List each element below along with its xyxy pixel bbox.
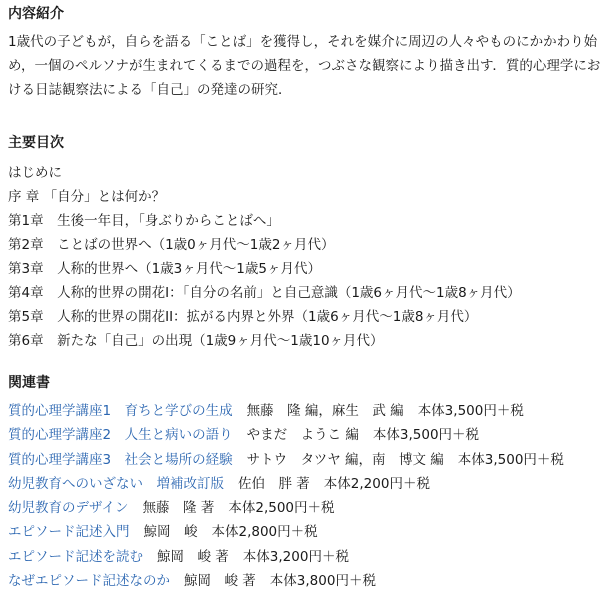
related-book-item <box>8 423 605 447</box>
book-title-link[interactable]: エピソード記述を読む <box>8 548 143 565</box>
toc-item: 第3章 人称的世界へ（1歳3ヶ月代～1歳5ヶ月代） <box>8 261 321 277</box>
book-title-link[interactable]: 質的心理学講座1 育ちと学びの生成 <box>8 403 233 419</box>
related-book-item <box>8 520 605 544</box>
book-authors: 鯨岡 峻 <box>143 524 198 541</box>
book-price: 本体3,500円＋税 <box>417 403 524 419</box>
book-authors: やまだ ようこ 編 <box>246 427 359 444</box>
book-price: 本体3,500円＋税 <box>457 451 564 468</box>
book-title-link[interactable]: 幼児教育へのいざない 増補改訂版 <box>8 475 224 492</box>
toc-section <box>8 133 605 353</box>
book-title-link[interactable]: 質的心理学講座3 社会と場所の経験 <box>8 451 233 468</box>
toc-item: 第6章 新たな「自己」の出現（1歳9ヶ月代～1歳10ヶ月代） <box>8 333 384 349</box>
book-authors: 無藤 隆 編，麻生 武 編 <box>246 403 404 419</box>
book-price: 本体3,200円＋税 <box>242 548 349 565</box>
book-price: 本体2,500円＋税 <box>228 500 335 517</box>
toc-item: 第4章 人称的世界の開花I：「自分の名前」と自己意識（1歳6ヶ月代～1歳8ヶ月代） <box>8 285 521 301</box>
book-title-link[interactable]: 幼児教育のデザイン <box>8 500 129 517</box>
summary-heading: 内容紹介 <box>8 6 64 22</box>
book-price: 本体3,800円＋税 <box>269 573 376 590</box>
toc-list <box>8 161 605 353</box>
book-title-link[interactable]: 質的心理学講座2 人生と病いの語り <box>8 427 233 444</box>
book-authors: 佐伯 胖 著 <box>238 475 310 492</box>
related-book-item <box>8 496 605 520</box>
summary-text: 1歳代の子どもが，自らを語る「ことば」を獲得し，それを媒介に周辺の人々やものにかかわり始め，一個のペルソナが生まれてくるまでの過程を，つぶさな観察により描き出す．質的心理学における日誌観察法による「自己」の発達の研究． <box>8 34 601 98</box>
toc-item: 第2章 ことばの世界へ（1歳0ヶ月代～1歳2ヶ月代） <box>8 237 335 253</box>
related-heading: 関連書 <box>8 375 50 391</box>
toc-item: 第5章 人称的世界の開花II：拡がる内界と外界（1歳6ヶ月代～1歳8ヶ月代） <box>8 309 478 325</box>
toc-item: 序 章 「自分」とは何か？ <box>8 189 166 205</box>
book-price: 本体3,500円＋税 <box>372 427 480 444</box>
related-books-section <box>8 373 605 593</box>
book-price: 本体2,800円＋税 <box>211 524 318 541</box>
related-book-item <box>8 399 605 423</box>
book-authors: 鯨岡 峻 著 <box>184 573 256 590</box>
related-book-item <box>8 448 605 472</box>
book-authors: 鯨岡 峻 著 <box>157 548 229 565</box>
toc-heading: 主要目次 <box>8 135 64 151</box>
related-books-list <box>8 399 605 593</box>
related-book-item <box>8 545 605 569</box>
book-price: 本体2,200円＋税 <box>323 475 430 492</box>
toc-item: 第1章 生後一年目，「身ぶりからことばへ」 <box>8 213 280 229</box>
related-book-item <box>8 472 605 496</box>
book-title-link[interactable]: なぜエピソード記述なのか <box>8 573 170 590</box>
book-title-link[interactable]: エピソード記述入門 <box>8 524 130 541</box>
book-authors: 無藤 隆 著 <box>142 500 215 517</box>
toc-item: はじめに <box>8 165 62 181</box>
related-book-item <box>8 569 605 593</box>
summary-section <box>8 4 605 102</box>
book-authors: サトウ タツヤ 編，南 博文 編 <box>246 451 444 468</box>
